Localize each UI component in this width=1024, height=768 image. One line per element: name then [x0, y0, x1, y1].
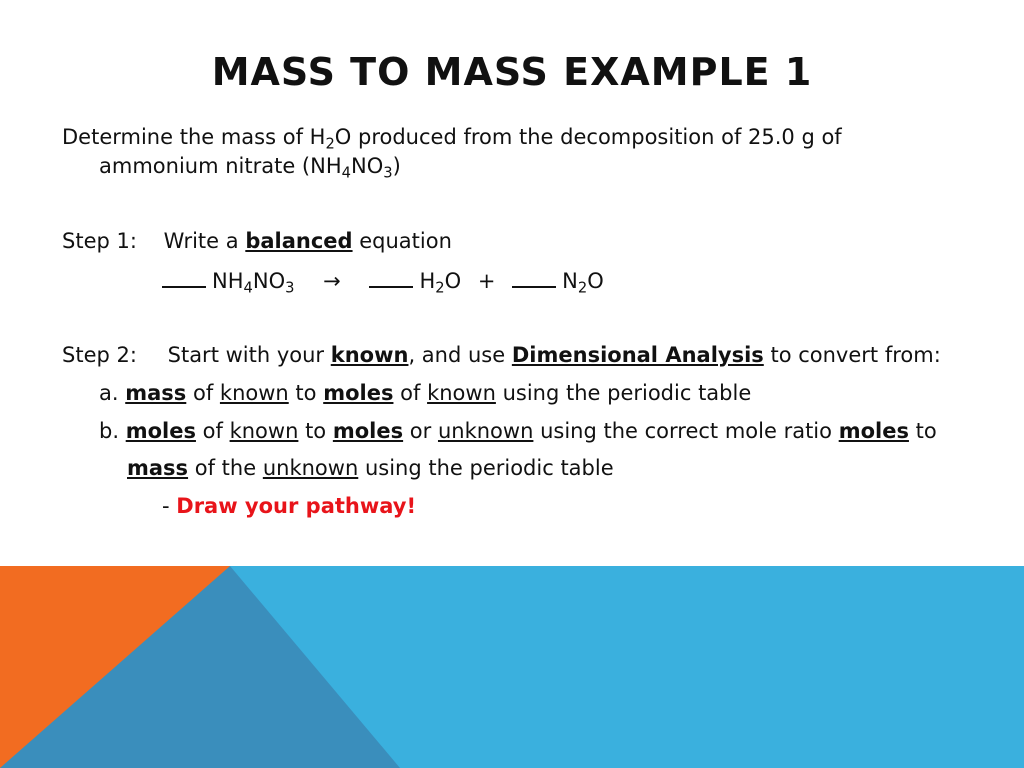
step2-item-b	[99, 418, 937, 444]
text-span: to convert from:	[770, 343, 941, 367]
text-span: using the periodic table	[502, 381, 752, 405]
text-span: known	[229, 419, 299, 443]
text-span: to	[915, 419, 937, 443]
text-span: a.	[99, 381, 119, 405]
text-span: -	[162, 494, 170, 518]
dimensional-analysis: Dimensional Analysis	[511, 343, 764, 367]
balanced-word: balanced	[245, 229, 353, 253]
text-span: 2	[325, 135, 335, 153]
text-span: known	[427, 381, 496, 405]
text-span: 4	[243, 279, 253, 297]
coefficient-blank-1	[162, 282, 206, 288]
text-span: O	[444, 269, 462, 293]
text-span: moles	[323, 381, 394, 405]
text-span: of the	[194, 456, 257, 480]
text-span: , and use	[408, 343, 506, 367]
step2-item-a	[99, 380, 751, 406]
text-span: 3	[285, 279, 295, 297]
text-span: equation	[359, 229, 452, 253]
step2-line	[62, 342, 941, 368]
step2-item-b-cont	[127, 455, 614, 481]
text-span: mass	[125, 381, 187, 405]
text-span: O	[587, 269, 604, 293]
text-span: ammonium nitrate (NH	[99, 154, 342, 178]
draw-pathway-line	[162, 493, 416, 519]
text-span: +	[477, 269, 496, 293]
text-span: 4	[341, 164, 351, 182]
text-span: moles	[838, 419, 909, 443]
arrow-icon: →	[323, 269, 341, 293]
text-span: using the periodic table	[364, 456, 614, 480]
text-span: using the correct mole ratio	[540, 419, 832, 443]
text-span: moles	[125, 419, 196, 443]
slide-title: MASS TO MASS EXAMPLE 1	[211, 50, 813, 94]
text-span: of	[192, 381, 214, 405]
text-span: 3	[383, 164, 393, 182]
text-span: of	[400, 381, 421, 405]
text-span: NH	[212, 269, 244, 293]
text-span: H	[419, 269, 436, 293]
coefficient-blank-3	[512, 282, 556, 288]
text-span: Write a	[163, 229, 239, 253]
text-span: mass	[127, 456, 189, 480]
text-span: to	[305, 419, 327, 443]
text-span: NO	[350, 154, 384, 178]
text-span: unknown	[262, 456, 359, 480]
text-span: NO	[252, 269, 286, 293]
footer-decoration	[0, 566, 1024, 768]
text-span: 2	[435, 279, 445, 297]
step1-line	[62, 228, 452, 254]
text-span: to	[295, 381, 317, 405]
step2-label: Step 2:	[62, 343, 137, 367]
text-span: O produced from the decomposition of 25.0 g of	[334, 125, 842, 149]
text-span: Start with your	[167, 343, 325, 367]
text-span: 2	[577, 279, 588, 297]
coefficient-blank-2	[369, 282, 413, 288]
text-span: known	[219, 381, 289, 405]
equation-line	[162, 268, 604, 297]
problem-line-1	[62, 124, 842, 153]
text-span: known	[330, 343, 409, 367]
text-span: unknown	[437, 419, 534, 443]
text-span: moles	[332, 419, 404, 443]
text-span: b.	[99, 419, 120, 443]
text-span: or	[409, 419, 432, 443]
draw-pathway-callout: Draw your pathway!	[176, 494, 417, 518]
text-span: of	[202, 419, 223, 443]
step1-label: Step 1:	[62, 229, 137, 253]
text-span: N	[562, 269, 578, 293]
problem-line-2	[99, 153, 401, 182]
text-span: )	[392, 154, 401, 178]
text-span: Determine the mass of H	[62, 125, 326, 149]
